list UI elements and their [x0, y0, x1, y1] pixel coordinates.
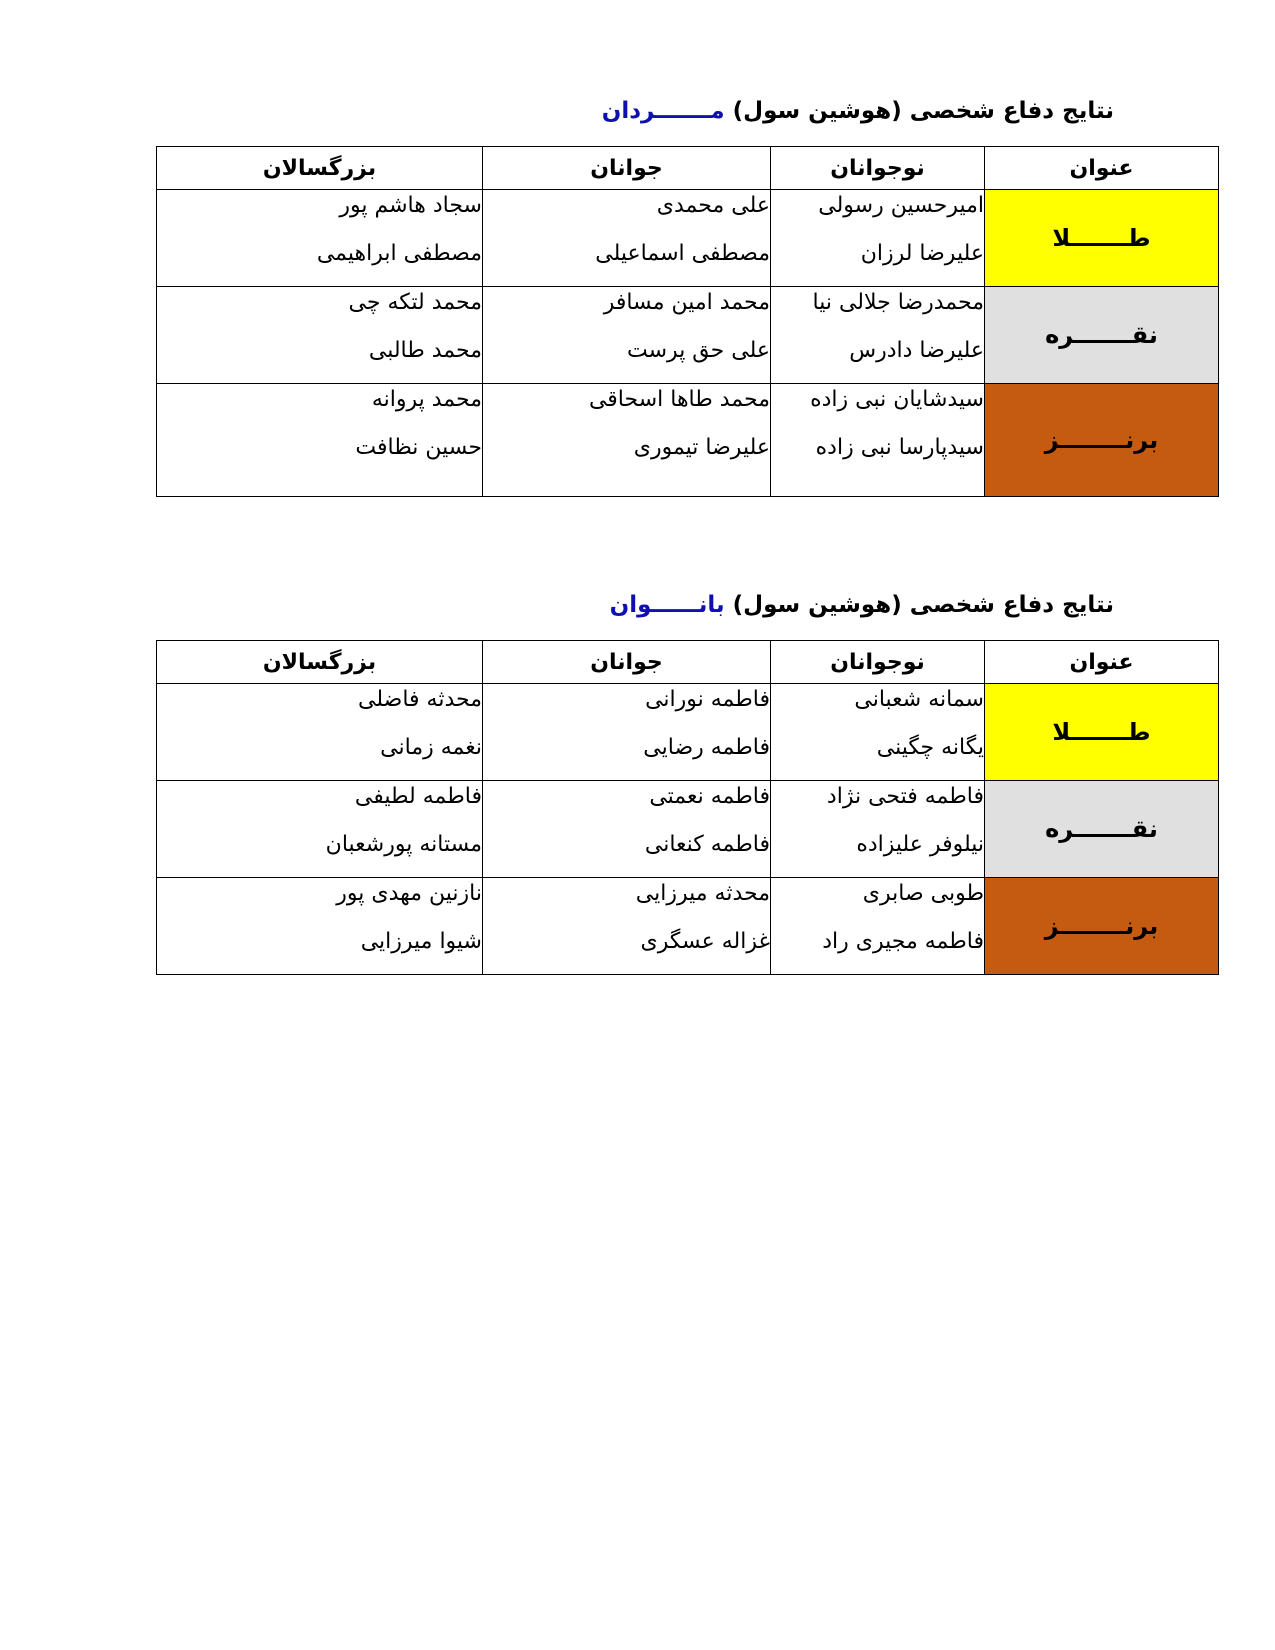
name: امیرحسین رسولی [818, 193, 984, 218]
youth-cell [483, 684, 771, 781]
name: مستانه پورشعبان [325, 832, 482, 857]
header-teen: نوجوانان [771, 147, 985, 190]
name: محمد امین مسافر [603, 290, 770, 315]
adult-cell [157, 781, 483, 878]
youth-cell [483, 781, 771, 878]
teen-cell [771, 878, 985, 975]
name: نازنین مهدی پور [336, 881, 482, 906]
name: محدثه میرزایی [635, 881, 770, 906]
results-table [156, 146, 1219, 497]
header-row [157, 147, 1219, 190]
table-row-gold [157, 190, 1219, 287]
name: فاطمه مجیری راد [822, 929, 984, 954]
youth-cell [483, 287, 771, 384]
teen-cell [771, 684, 985, 781]
table-row-silver [157, 287, 1219, 384]
name: مصطفی اسماعیلی [595, 241, 770, 266]
results-section-women [156, 582, 1218, 975]
header-youth: جوانان [483, 147, 771, 190]
name: سیدشایان نبی زاده [810, 387, 984, 412]
name: محمد پروانه [371, 387, 482, 412]
name: غزاله عسگری [640, 929, 770, 954]
header-youth: جوانان [483, 641, 771, 684]
name: علی حق پرست [627, 338, 770, 363]
teen-cell [771, 781, 985, 878]
adult-cell [157, 684, 483, 781]
adult-cell [157, 878, 483, 975]
medal-bronze: برنــــــــز [985, 384, 1219, 497]
section-title [156, 582, 1218, 628]
name: علی محمدی [656, 193, 770, 218]
section-title-accent: مـــــــردان [601, 98, 725, 124]
header-teen: نوجوانان [771, 641, 985, 684]
name: فاطمه نعمتی [649, 784, 770, 809]
name: فاطمه نورانی [645, 687, 770, 712]
medal-bronze: برنــــــــز [985, 878, 1219, 975]
medal-gold: طـــــــلا [985, 684, 1219, 781]
medal-silver: نقـــــــره [985, 781, 1219, 878]
teen-cell [771, 287, 985, 384]
name: سجاد هاشم پور [339, 193, 482, 218]
section-title-text: نتایج دفاع شخصی (هوشین سول) [732, 98, 1114, 124]
section-title-accent: بانــــــوان [609, 592, 725, 618]
name: سیدپارسا نبی زاده [815, 435, 984, 460]
header-adult: بزرگسالان [157, 641, 483, 684]
name: شیوا میرزایی [360, 929, 482, 954]
adult-cell [157, 384, 483, 497]
name: نیلوفر علیزاده [856, 832, 984, 857]
header-title: عنوان [985, 641, 1219, 684]
youth-cell [483, 878, 771, 975]
youth-cell [483, 384, 771, 497]
name: علیرضا تیموری [633, 435, 770, 460]
name: مصطفی ابراهیمی [316, 241, 482, 266]
table-row-bronze [157, 878, 1219, 975]
header-row [157, 641, 1219, 684]
name: محدثه فاضلی [358, 687, 482, 712]
name: محمد طاها اسحاقی [588, 387, 770, 412]
name: محمد لتکه چی [348, 290, 482, 315]
name: علیرضا لرزان [860, 241, 984, 266]
results-table [156, 640, 1219, 975]
name: نغمه زمانی [380, 735, 482, 760]
medal-silver: نقـــــــره [985, 287, 1219, 384]
name: محمدرضا جلالی نیا [812, 290, 984, 315]
adult-cell [157, 190, 483, 287]
table-row-bronze [157, 384, 1219, 497]
name: فاطمه فتحی نژاد [826, 784, 984, 809]
youth-cell [483, 190, 771, 287]
section-title-text: نتایج دفاع شخصی (هوشین سول) [732, 592, 1114, 618]
adult-cell [157, 287, 483, 384]
name: یگانه چگینی [876, 735, 984, 760]
teen-cell [771, 384, 985, 497]
name: محمد طالبی [368, 338, 482, 363]
section-title [156, 88, 1218, 134]
name: طوبی صابری [862, 881, 984, 906]
name: فاطمه کنعانی [644, 832, 770, 857]
header-adult: بزرگسالان [157, 147, 483, 190]
name: علیرضا دادرس [849, 338, 984, 363]
results-section-men [156, 88, 1218, 497]
table-row-silver [157, 781, 1219, 878]
header-title: عنوان [985, 147, 1219, 190]
name: فاطمه لطیفی [354, 784, 482, 809]
name: سمانه شعبانی [854, 687, 984, 712]
name: فاطمه رضایی [643, 735, 770, 760]
table-row-gold [157, 684, 1219, 781]
medal-gold: طـــــــلا [985, 190, 1219, 287]
teen-cell [771, 190, 985, 287]
name: حسین نظافت [355, 435, 482, 460]
